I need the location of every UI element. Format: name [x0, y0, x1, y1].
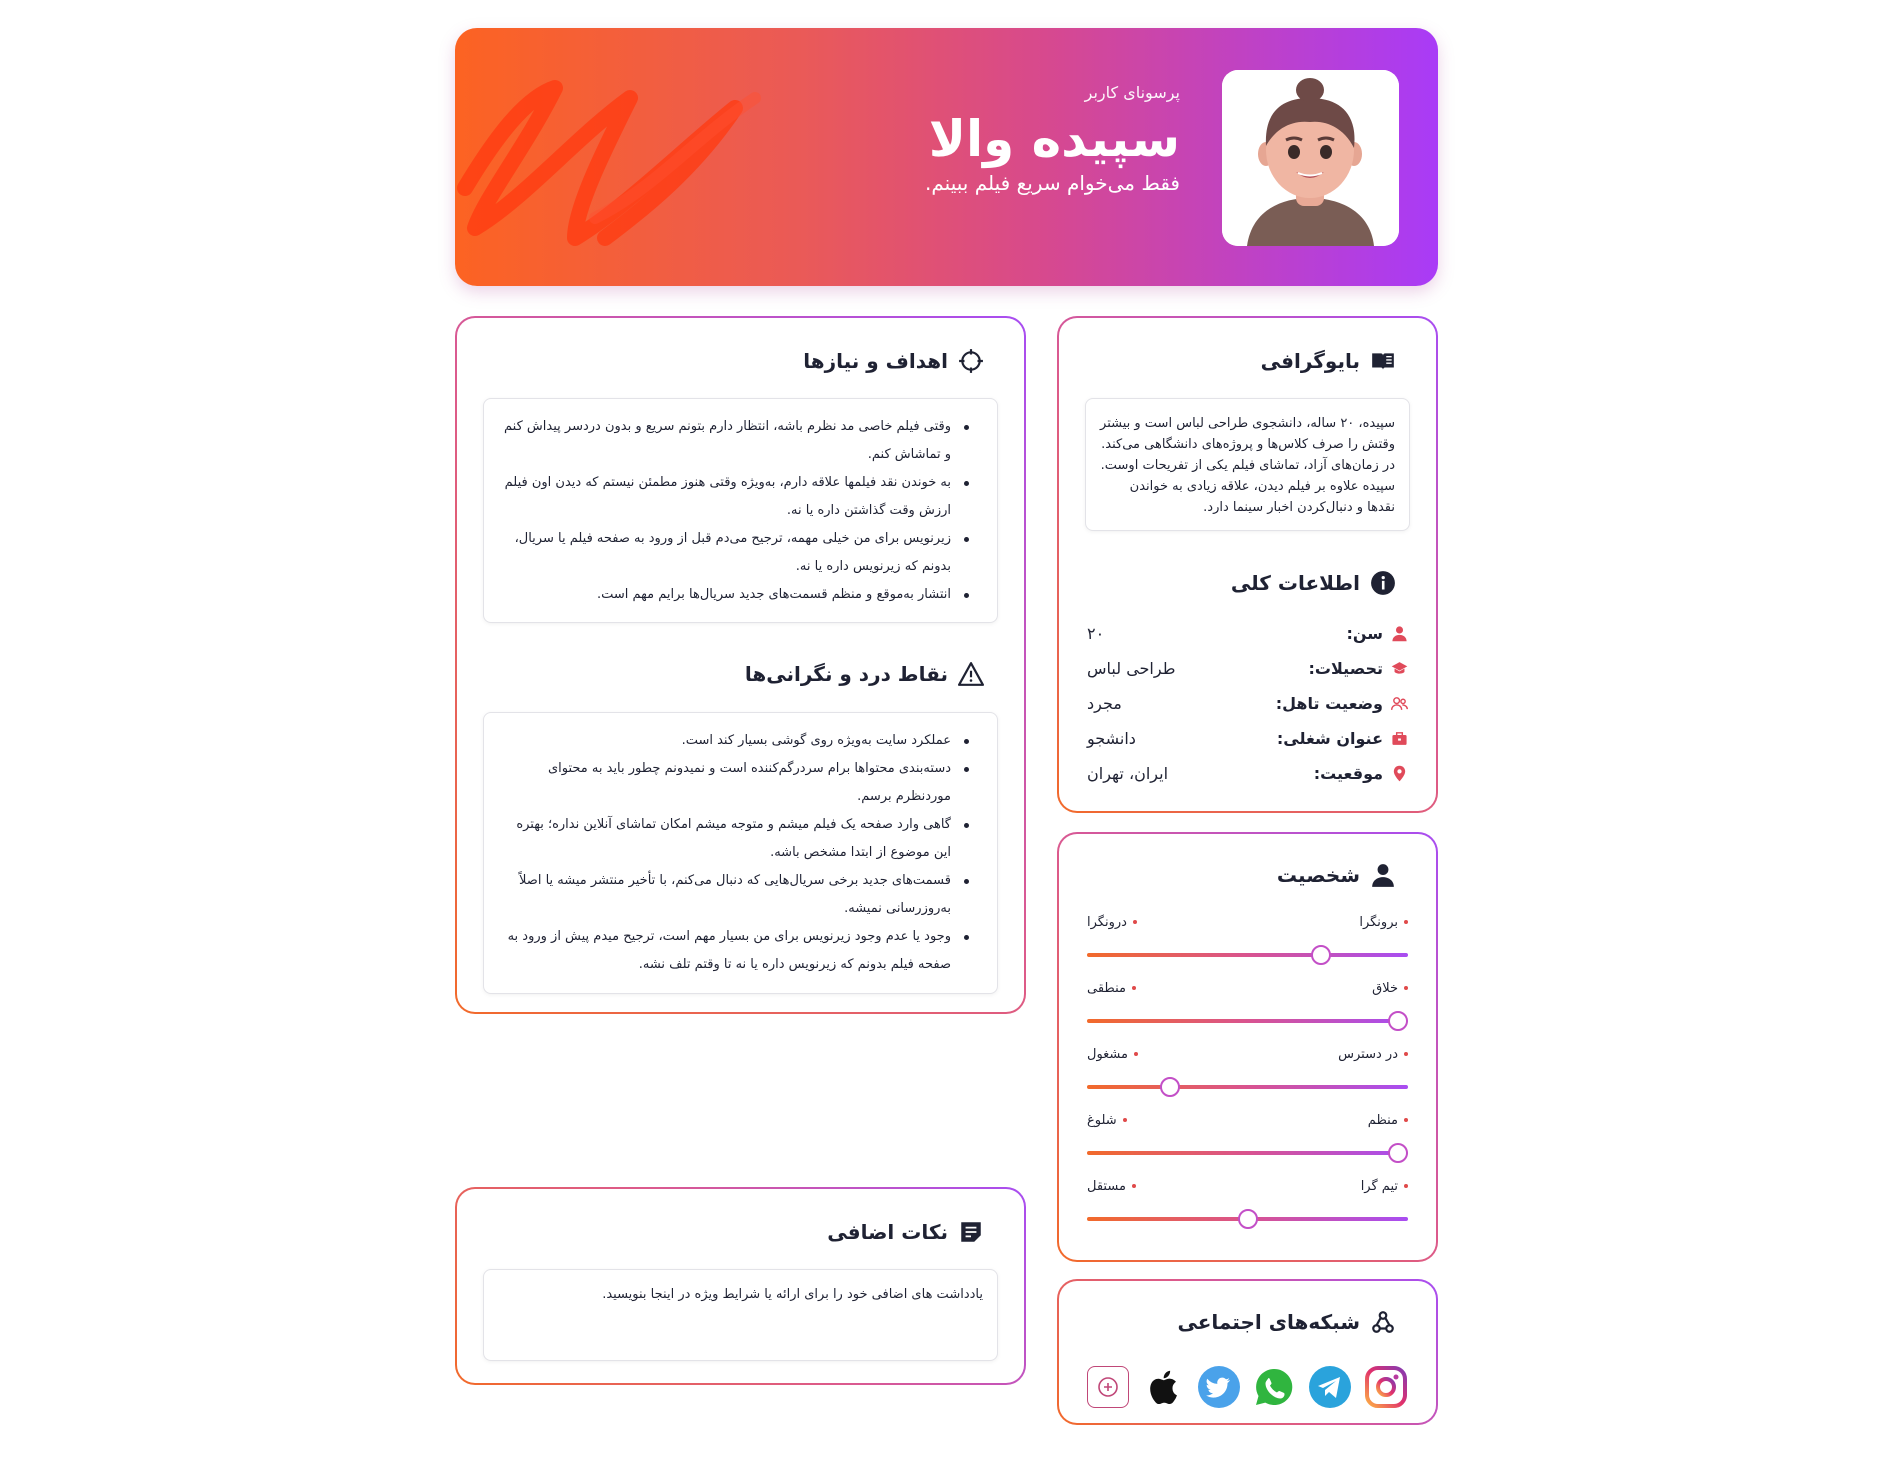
info-label-education: تحصیلات:: [1309, 659, 1408, 678]
goals-title-label: اهداف و نیازها: [803, 349, 948, 373]
trait-left-label: درونگرا: [1087, 912, 1137, 932]
trait-left-label: مستقل: [1087, 1176, 1136, 1196]
add-icon: [1097, 1376, 1119, 1398]
trait-right-label: تیم گرا: [1361, 1176, 1408, 1196]
twitter-icon[interactable]: [1197, 1365, 1241, 1409]
trait-slider: [1087, 912, 1408, 978]
persona-header: [455, 28, 1438, 286]
notes-box: [483, 1269, 998, 1361]
pains-title-label: نقاط درد و نگرانی‌ها: [744, 662, 948, 686]
info-value-age: ۲۰: [1087, 623, 1105, 643]
pains-list: [498, 727, 983, 979]
info-row-education: [1087, 653, 1408, 683]
social-title: [1177, 1309, 1396, 1335]
info-row-location: [1087, 758, 1408, 788]
persona-name: سپیده والا: [928, 110, 1180, 168]
bio-text: سپیده، ۲۰ ساله، دانشجوی طراحی لباس است و بیشتر وقتش را صرف کلاس‌ها و پروژه‌های دانشگاهی می‌کند. در زمان‌های آزاد، تماشای فیلم یکی از تفریحات اوست. سپیده علاوه بر فیلم دیدن، علاقه زیادی به خواندن نقدها و دنبال‌کردن اخبار سینما دارد.: [1100, 416, 1395, 515]
trait-track[interactable]: [1087, 1085, 1408, 1089]
goals-item: به خوندن نقد فیلمها علاقه دارم، به‌ویژه وقتی هنوز مطمئن نیستم که دیدن اون فیلم ارزش وقت گذاشتن داره یا نه.: [498, 469, 983, 525]
trait-track[interactable]: [1087, 1019, 1408, 1023]
social-title-label: شبکه‌های اجتماعی: [1177, 1310, 1360, 1334]
trait-slider: [1087, 978, 1408, 1044]
target-icon: [958, 348, 984, 374]
note-icon: [958, 1219, 984, 1245]
info-row-age: [1087, 618, 1408, 648]
avatar-illustration: [1222, 70, 1399, 246]
trait-labels: [1087, 1176, 1408, 1196]
bio-title: [1261, 348, 1396, 374]
persona-quote: فقط می‌خوام سریع فیلم ببینم.: [925, 171, 1180, 195]
trait-right-label: منظم: [1368, 1110, 1408, 1130]
person-icon: [1391, 625, 1408, 642]
notes-title: [827, 1219, 984, 1245]
trait-track[interactable]: [1087, 1151, 1408, 1155]
avatar: [1222, 70, 1399, 246]
info-value-education: طراحی لباس: [1087, 658, 1176, 678]
graduation-cap-icon: [1391, 660, 1408, 677]
trait-knob[interactable]: [1388, 1011, 1408, 1031]
people-icon: [1391, 695, 1408, 712]
trait-labels: [1087, 1110, 1408, 1130]
notes-text: یادداشت های اضافی خود را برای ارائه یا شرایط ویژه در اینجا بنویسید.: [602, 1287, 983, 1302]
goals-title: [803, 348, 984, 374]
notes-card: [455, 1187, 1026, 1385]
bio-title-label: بایوگرافی: [1260, 349, 1360, 373]
pains-item: قسمت‌های جدید برخی سریال‌هایی که دنبال می‌کنم، با تأخیر منتشر میشه یا اصلاً به‌روزرسانی نمیشه.: [498, 867, 983, 923]
personality-title-label: شخصیت: [1276, 863, 1360, 887]
goals-item: انتشار به‌موقع و منظم قسمت‌های جدید سریال‌ها برایم مهم است.: [498, 581, 983, 609]
trait-knob[interactable]: [1311, 945, 1331, 965]
info-value-marital: مجرد: [1087, 693, 1122, 713]
telegram-icon[interactable]: [1308, 1365, 1352, 1409]
trait-right-label: خلاق: [1372, 978, 1408, 998]
goals-item: وقتی فیلم خاصی مد نظرم باشه، انتظار دارم بتونم سریع و بدون دردسر پیداش کنم و تماشاش کنم.: [498, 413, 983, 469]
info-icon: [1370, 570, 1396, 596]
info-row-job: [1087, 723, 1408, 753]
apple-icon[interactable]: [1141, 1365, 1185, 1409]
social-icons: [1087, 1363, 1408, 1411]
trait-track[interactable]: [1087, 953, 1408, 957]
pains-item: وجود یا عدم وجود زیرنویس برای من بسیار مهم است، ترجیح میدم پیش از ورود به صفحه فیلم بدونم که زیرنویس داره یا نه تا وقتم تلف نشه.: [498, 923, 983, 979]
trait-slider: [1087, 1110, 1408, 1176]
trait-slider: [1087, 1176, 1408, 1242]
info-label-age: سن:: [1346, 624, 1408, 643]
info-title: [1231, 570, 1396, 596]
pains-item: گاهی وارد صفحه یک فیلم میشم و متوجه میشم امکان تماشای آنلاین نداره؛ بهتره این موضوع از ابتدا مشخص باشه.: [498, 811, 983, 867]
personality-card: [1057, 832, 1438, 1262]
notes-title-label: نکات اضافی: [827, 1220, 948, 1244]
trait-left-label: شلوغ: [1087, 1110, 1127, 1130]
info-row-marital: [1087, 688, 1408, 718]
info-title-label: اطلاعات کلی: [1230, 571, 1360, 595]
goals-pains-card: [455, 316, 1026, 1014]
trait-left-label: مشغول: [1087, 1044, 1138, 1064]
bio-info-card: [1057, 316, 1438, 813]
webhook-icon: [1370, 1309, 1396, 1335]
goals-list: [498, 413, 983, 609]
info-value-location: ایران، تهران: [1087, 763, 1169, 783]
trait-left-label: منطقی: [1087, 978, 1136, 998]
goals-box: [483, 398, 998, 623]
info-label-location: موقعیت:: [1314, 764, 1408, 783]
personality-title: [1277, 862, 1396, 888]
instagram-icon[interactable]: [1364, 1365, 1408, 1409]
trait-labels: [1087, 1044, 1408, 1064]
briefcase-icon: [1391, 730, 1408, 747]
bio-box: [1085, 398, 1410, 531]
trait-right-label: برونگرا: [1359, 912, 1408, 932]
trait-knob[interactable]: [1160, 1077, 1180, 1097]
trait-knob[interactable]: [1238, 1209, 1258, 1229]
add-social-button[interactable]: [1087, 1366, 1129, 1408]
location-pin-icon: [1391, 765, 1408, 782]
trait-slider: [1087, 1044, 1408, 1110]
warning-icon: [958, 661, 984, 687]
user-icon: [1370, 862, 1396, 888]
persona-kicker: پرسونای کاربر: [1084, 83, 1180, 102]
trait-labels: [1087, 912, 1408, 932]
goals-item: زیرنویس برای من خیلی مهمه، ترجیح می‌دم قبل از ورود به صفحه فیلم یا سریال، بدونم که زیرنویس داره یا نه.: [498, 525, 983, 581]
trait-right-label: در دسترس: [1338, 1044, 1408, 1064]
info-label-job: عنوان شغلی:: [1277, 729, 1408, 748]
info-label-marital: وضعیت تاهل:: [1276, 694, 1408, 713]
pains-title: [745, 661, 984, 687]
info-value-job: دانشجو: [1087, 728, 1136, 748]
trait-knob[interactable]: [1388, 1143, 1408, 1163]
whatsapp-icon[interactable]: [1252, 1365, 1296, 1409]
pains-item: دسته‌بندی محتواها برام سردرگم‌کننده است و نمیدونم چطور باید به محتوای موردنظرم برسم.: [498, 755, 983, 811]
book-icon: [1370, 348, 1396, 374]
social-card: [1057, 1279, 1438, 1425]
trait-labels: [1087, 978, 1408, 998]
pains-item: عملکرد سایت به‌ویژه روی گوشی بسیار کند است.: [498, 727, 983, 755]
pains-box: [483, 712, 998, 994]
header-text: [925, 83, 1180, 195]
scribble-decoration: [455, 28, 915, 286]
